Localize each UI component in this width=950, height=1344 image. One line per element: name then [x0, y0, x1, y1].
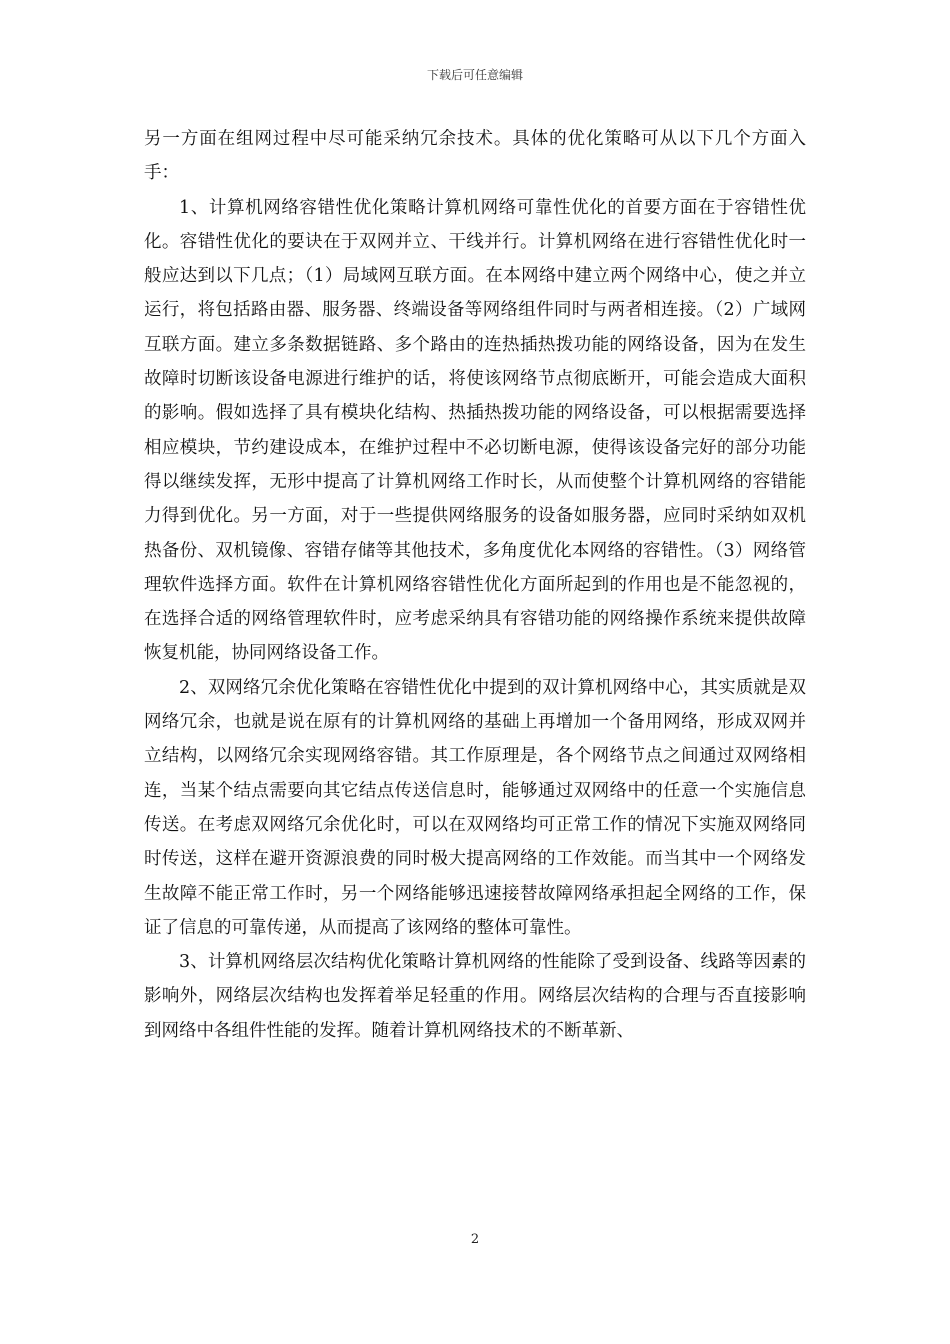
paragraph-hierarchy-optimization: 3、计算机网络层次结构优化策略计算机网络的性能除了受到设备、线路等因素的影响外，网络层次结构也发挥着举足轻重的作用。网络层次结构的合理与否直接影响到网络中各组件性能的发挥。随着计算机网络技术的不断革新、 — [144, 952, 806, 1041]
paragraph-continuation: 另一方面在组网过程中尽可能采纳冗余技术。具体的优化策略可从以下几个方面入手： — [144, 129, 806, 184]
document-body — [144, 122, 806, 1048]
paragraph-fault-tolerance: 1、计算机网络容错性优化策略计算机网络可靠性优化的首要方面在于容错性优化。容错性优化的要诀在于双网并立、干线并行。计算机网络在进行容错性优化时一般应达到以下几点；（1）局域网互联方面。在本网络中建立两个网络中心，使之并立运行，将包括路由器、服务器、终端设备等网络组件同时与两者相连接。（2）广域网互联方面。建立多条数据链路、多个路由的连热插热拨功能的网络设备，因为在发生故障时切断该设备电源进行维护的话，将使该网络节点彻底断开，可能会造成大面积的影响。假如选择了具有模块化结构、热插热拨功能的网络设备，可以根据需要选择相应模块，节约建设成本，在维护过程中不必切断电源，使得该设备完好的部分功能得以继续发挥，无形中提高了计算机网络工作时长，从而使整个计算机网络的容错能力得到优化。另一方面，对于一些提供网络服务的设备如服务器，应同时采纳如双机热备份、双机镜像、容错存储等其他技术，多角度优化本网络的容错性。（3）网络管理软件选择方面。软件在计算机网络容错性优化方面所起到的作用也是不能忽视的，在选择合适的网络管理软件时，应考虑采纳具有容错功能的网络操作系统来提供故障恢复机能，协同网络设备工作。 — [144, 197, 806, 664]
page-number: 2 — [470, 1232, 480, 1247]
paragraph-dual-network-redundancy: 2、双网络冗余优化策略在容错性优化中提到的双计算机网络中心，其实质就是双网络冗余，也就是说在原有的计算机网络的基础上再增加一个备用网络，形成双网并立结构，以网络冗余实现网络容错。其工作原理是，各个网络节点之间通过双网络相连，当某个结点需要向其它结点传送信息时，能够通过双网络中的任意一个实施信息传送。在考虑双网络冗余优化时，可以在双网络均可正常工作的情况下实施双网络同时传送，这样在避开资源浪费的同时极大提高网络的工作效能。而当其中一个网络发生故障不能正常工作时，另一个网络能够迅速接替故障网络承担起全网络的工作，保证了信息的可靠传递，从而提高了该网络的整体可靠性。 — [144, 677, 806, 938]
page-header: 下载后可任意编辑 — [426, 68, 523, 82]
